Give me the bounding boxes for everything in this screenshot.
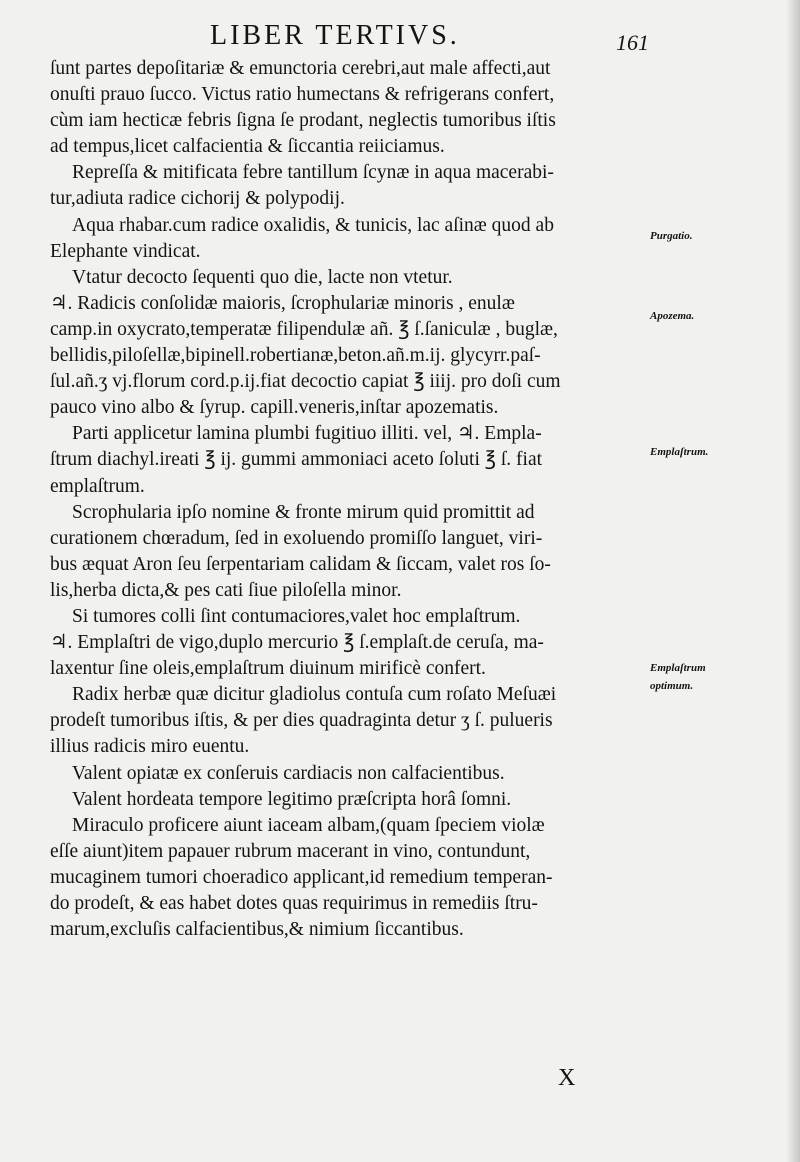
text-line: ſul.añ.ʒ vj.florum cord.p.ij.fiat decoctio capiat ℥ iiij. pro doſi cum — [50, 371, 561, 393]
text-line: pauco vino albo & ſyrup. capill.veneris,inſtar apozematis. — [50, 397, 499, 419]
text-line: laxentur ſine oleis,emplaſtrum diuinum mirificè confert. — [50, 658, 486, 680]
text-line: Vtatur decocto ſequenti quo die, lacte non vtetur. — [72, 266, 453, 288]
text-line: cùm iam hecticæ febris ſigna ſe prodant, neglectis tumoribus iſtis — [50, 110, 556, 132]
text-line: bellidis,piloſellæ,bipinell.robertianæ,beton.añ.m.ij. glycyrr.paſ- — [50, 345, 541, 367]
text-line: camp.in oxycrato,temperatæ filipendulæ añ. ℥ ſ.ſaniculæ , buglæ, — [50, 318, 558, 340]
text-line: Aqua rhabar.cum radice oxalidis, & tunicis, lac aſinæ quod ab — [72, 214, 554, 236]
text-line: eſſe aiunt)item papauer rubrum macerant in vino, contundunt, — [50, 840, 531, 862]
text-line: Parti applicetur lamina plumbi fugitiuo illiti. vel, ♃. Empla- — [72, 423, 542, 445]
text-line: do prodeſt, & eas habet dotes quas requirimus in remediis ſtru- — [50, 893, 538, 914]
text-line: Si tumores colli ſint contumaciores,valet hoc emplaſtrum. — [72, 605, 521, 627]
text-line: ſtrum diachyl.ireati ℥ ij. gummi ammoniaci aceto ſoluti ℥ ſ. fiat — [50, 449, 543, 471]
text-line: Valent opiatæ ex conſeruis cardiacis non calfacientibus. — [72, 762, 505, 784]
marginal-note: optimum. — [650, 680, 694, 692]
marginal-note: Emplaſtrum — [650, 662, 706, 674]
text-line: Valent hordeata tempore legitimo præſcripta horâ ſomni. — [72, 788, 512, 810]
marginal-note: Purgatio. — [650, 230, 693, 242]
signature-mark: X — [558, 1065, 576, 1091]
text-line: mucaginem tumori choeradico applicant,id remedium temperan- — [50, 866, 553, 888]
text-line: Repreſſa & mitificata febre tantillum ſcynæ in aqua macerabi- — [72, 162, 554, 184]
text-line: tur,adiuta radice cichorij & polypodij. — [50, 188, 345, 210]
marginal-note: Emplaſtrum. — [650, 446, 709, 458]
text-line: ♃. Emplaſtri de vigo,duplo mercurio ℥ ſ.emplaſt.de ceruſa, ma- — [50, 632, 544, 654]
text-line: marum,excluſis calfacientibus,& nimium ſiccantibus. — [50, 919, 464, 941]
text-line: ♃. Radicis conſolidæ maioris, ſcrophulariæ minoris , enulæ — [50, 292, 515, 314]
text-line: bus æquat Aron ſeu ſerpentariam calidam & ſiccam, valet ros ſo- — [50, 553, 551, 575]
page-edge-shadow — [786, 0, 800, 1162]
text-line: emplaſtrum. — [50, 475, 145, 497]
marginal-note: Apozema. — [650, 310, 695, 322]
text-line: ad tempus,licet calfacientia & ſiccantia reiiciamus. — [50, 136, 445, 158]
running-head: LIBER TERTIVS. — [210, 20, 460, 51]
body-text — [50, 56, 642, 943]
text-line: illius radicis miro euentu. — [50, 736, 250, 758]
text-line: Miraculo proficere aiunt iaceam albam,(quam ſpeciem violæ — [72, 814, 545, 836]
text-line: ſunt partes depoſitariæ & emunctoria cerebri,aut male affecti,aut — [50, 58, 551, 79]
text-line: Scrophularia ipſo nomine & fronte mirum quid promittit ad — [72, 501, 535, 523]
text-line: onuſti prauo ſucco. Victus ratio humectans & refrigerans confert, — [50, 84, 555, 106]
text-line: lis,herba dicta,& pes cati ſiue piloſella minor. — [50, 579, 402, 601]
text-line: Elephante vindicat. — [50, 240, 201, 262]
text-line: prodeſt tumoribus iſtis, & per dies quadraginta detur ʒ ſ. pulueris — [50, 710, 553, 732]
text-line: curationem chœradum, ſed in exoluendo promiſſo languet, viri- — [50, 527, 543, 549]
text-line: Radix herbæ quæ dicitur gladiolus contuſa cum roſato Meſuæi — [72, 684, 557, 706]
page-number: 161 — [616, 30, 649, 55]
